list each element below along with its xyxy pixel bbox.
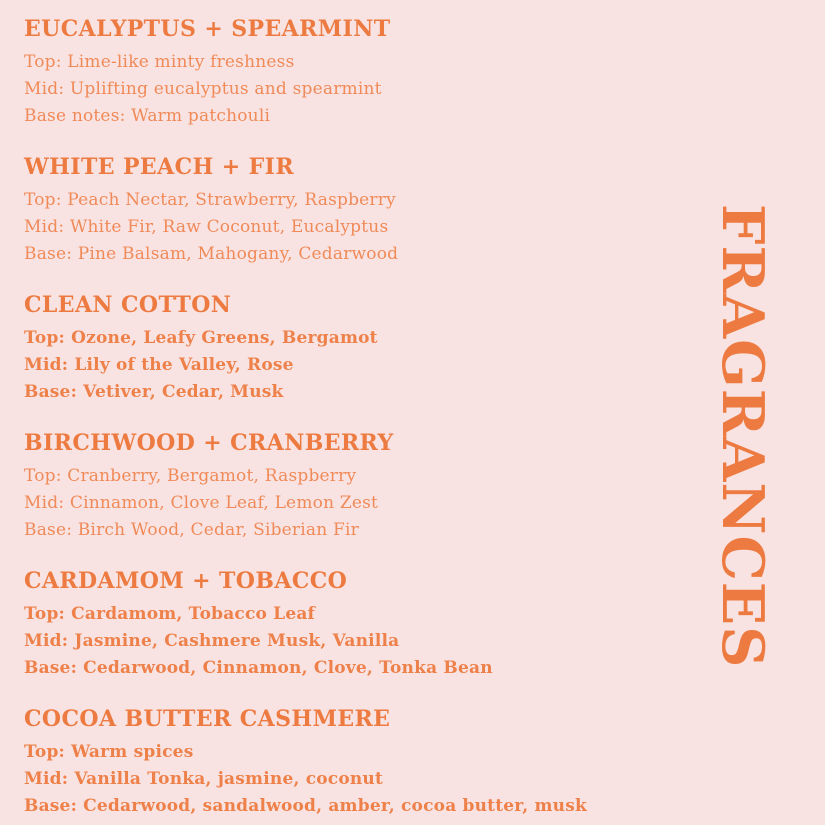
fragrance-note-base: Base: Cedarwood, Cinnamon, Clove, Tonka Bean <box>24 658 493 678</box>
fragrance-section-cardamom-tobacco <box>24 567 660 682</box>
fragrance-section-cocoa-butter-cashmere <box>24 705 660 820</box>
fragrance-notes <box>24 601 660 682</box>
fragrance-name: EUCALYPTUS + SPEARMINT <box>24 16 391 42</box>
fragrance-note-base: Base: Vetiver, Cedar, Musk <box>24 382 284 402</box>
fragrance-name: CLEAN COTTON <box>24 292 232 318</box>
fragrance-note-top: Top: Ozone, Leafy Greens, Bergamot <box>24 328 378 348</box>
fragrance-name: CARDAMOM + TOBACCO <box>24 568 348 594</box>
fragrance-note-mid: Mid: White Fir, Raw Coconut, Eucalyptus <box>24 217 389 237</box>
fragrance-note-base: Base notes: Warm patchouli <box>24 106 271 126</box>
fragrance-notes <box>24 739 660 820</box>
fragrance-note-mid: Mid: Jasmine, Cashmere Musk, Vanilla <box>24 631 400 651</box>
vertical-title: FRAGRANCES <box>709 204 776 669</box>
fragrance-note-top: Top: Peach Nectar, Strawberry, Raspberry <box>24 190 396 210</box>
fragrance-note-top: Top: Cardamom, Tobacco Leaf <box>24 604 316 624</box>
fragrance-note-mid: Mid: Uplifting eucalyptus and spearmint <box>24 79 382 99</box>
fragrance-notes <box>24 463 660 544</box>
fragrance-section-eucalyptus-spearmint <box>24 15 660 130</box>
fragrance-note-top: Top: Warm spices <box>24 742 194 762</box>
fragrance-section-white-peach-fir <box>24 153 660 268</box>
fragrance-section-birchwood-cranberry <box>24 429 660 544</box>
fragrance-name: BIRCHWOOD + CRANBERRY <box>24 430 394 456</box>
fragrance-name: WHITE PEACH + FIR <box>24 154 295 180</box>
fragrance-note-base: Base: Pine Balsam, Mahogany, Cedarwood <box>24 244 399 264</box>
fragrance-notes <box>24 325 660 406</box>
fragrance-note-top: Top: Cranberry, Bergamot, Raspberry <box>24 466 357 486</box>
fragrance-notes <box>24 187 660 268</box>
fragrance-note-top: Top: Lime-like minty freshness <box>24 52 295 72</box>
fragrance-name: COCOA BUTTER CASHMERE <box>24 706 391 732</box>
fragrance-note-mid: Mid: Cinnamon, Clove Leaf, Lemon Zest <box>24 493 379 513</box>
fragrance-note-mid: Mid: Vanilla Tonka, jasmine, coconut <box>24 769 384 789</box>
fragrance-note-mid: Mid: Lily of the Valley, Rose <box>24 355 294 375</box>
fragrance-note-base: Base: Cedarwood, sandalwood, amber, cocoa butter, musk <box>24 796 587 816</box>
fragrance-note-base: Base: Birch Wood, Cedar, Siberian Fir <box>24 520 359 540</box>
fragrance-notes <box>24 49 660 130</box>
fragrance-section-clean-cotton <box>24 291 660 406</box>
